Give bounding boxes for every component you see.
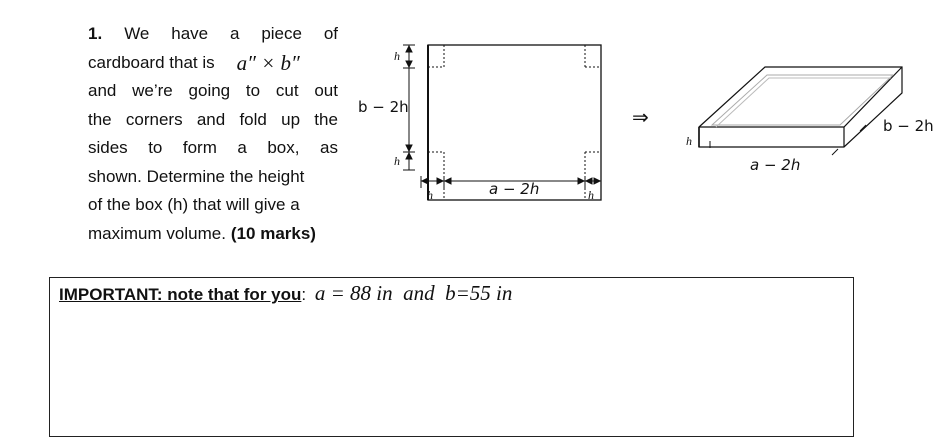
word: and [196,109,226,129]
word: out [314,81,338,100]
implies-arrow-icon: ⇒ [632,105,649,129]
b-minus-2h-label-left: b − 2h [358,98,409,116]
word: of [323,24,338,43]
dimension-math: a″ × b″ [236,50,300,75]
question-text-span: shown. Determine the height [88,166,305,186]
h-label-bottom: h [394,154,400,168]
b-minus-2h-label-box: b − 2h [883,117,934,135]
marks-label: (10 marks) [230,223,316,243]
word: We [124,24,150,43]
word: the [314,109,338,129]
word: fold [239,109,267,129]
word: cut [275,81,299,100]
word: box, [267,138,300,157]
word: the [88,109,112,129]
corner-cuts [428,45,601,200]
h-label-top: h [394,49,400,63]
question-text-span: cardboard that is [88,52,215,72]
word: form [182,138,217,157]
word: we’re [132,81,173,100]
word: going [188,81,231,100]
question-text-span: of the box (h) that will give a [88,195,300,214]
word: piece [261,24,302,43]
word: a [229,24,240,43]
word: and [88,81,117,100]
question-text-span: maximum volume. [88,223,226,243]
word: to [245,81,261,100]
important-heading: IMPORTANT: note that for you [59,285,302,304]
given-values: a = 88 in and b=55 in [314,281,513,305]
word: to [148,138,163,157]
word: a [237,138,247,157]
word: sides [88,138,128,157]
h-label-bottom-right: h [588,188,594,202]
important-note [59,281,512,306]
inner-rectangle [428,45,601,200]
a-minus-2h-label-flat: a − 2h [489,180,540,198]
a-minus-2h-label-box: a − 2h [750,156,801,174]
question-number: 1. [88,24,103,43]
important-colon: : [301,285,307,304]
h-label-bottom-left: h [427,188,433,202]
word: corners [125,109,183,129]
word: have [171,24,209,43]
word: as [319,138,338,157]
word: up [281,109,301,129]
flat-cardboard [403,45,601,200]
h-label-box: h [686,134,692,148]
open-box [699,67,902,155]
